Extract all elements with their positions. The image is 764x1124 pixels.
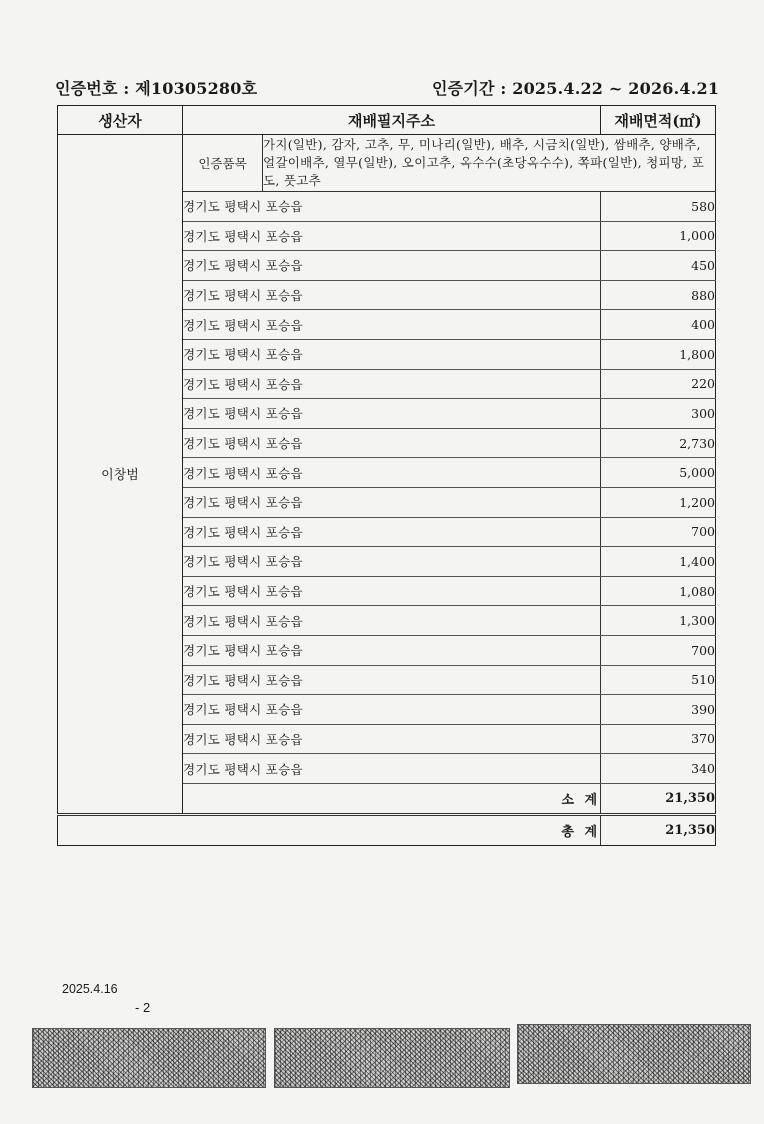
total-value: 21,350 (601, 814, 716, 845)
parcel-area: 1,080 (601, 576, 716, 606)
parcel-address: 경기도 평택시 포승읍 (183, 192, 601, 222)
parcel-area: 880 (601, 280, 716, 310)
parcel-address: 경기도 평택시 포승읍 (183, 369, 601, 399)
security-pattern-seal (274, 1028, 510, 1088)
parcel-address: 경기도 평택시 포승읍 (183, 339, 601, 369)
parcel-address: 경기도 평택시 포승읍 (183, 665, 601, 695)
issue-date: 2025.4.16 (62, 982, 118, 996)
producer-name: 이창범 (58, 135, 183, 815)
parcel-address: 경기도 평택시 포승읍 (183, 458, 601, 488)
area-header: 재배면적(㎡) (601, 106, 716, 135)
parcel-address: 경기도 평택시 포승읍 (183, 280, 601, 310)
parcel-area: 700 (601, 635, 716, 665)
address-header: 재배필지주소 (183, 106, 601, 135)
parcel-area: 5,000 (601, 458, 716, 488)
parcel-area: 1,000 (601, 221, 716, 251)
parcel-area: 370 (601, 724, 716, 754)
parcel-address: 경기도 평택시 포승읍 (183, 428, 601, 458)
total-label: 총 계 (58, 814, 601, 845)
parcel-address: 경기도 평택시 포승읍 (183, 754, 601, 784)
producer-header: 생산자 (58, 106, 183, 135)
page-number: - 2 (135, 1000, 151, 1015)
parcel-address: 경기도 평택시 포승읍 (183, 517, 601, 547)
parcel-area: 700 (601, 517, 716, 547)
parcel-area: 1,800 (601, 339, 716, 369)
subtotal-value: 21,350 (601, 783, 716, 814)
parcel-area: 1,400 (601, 547, 716, 577)
parcel-area: 580 (601, 192, 716, 222)
parcel-address: 경기도 평택시 포승읍 (183, 606, 601, 636)
parcel-address: 경기도 평택시 포승읍 (183, 547, 601, 577)
security-pattern-seal (517, 1024, 751, 1084)
parcel-address: 경기도 평택시 포승읍 (183, 399, 601, 429)
parcel-area: 400 (601, 310, 716, 340)
subtotal-label: 소 계 (183, 783, 601, 814)
parcel-area: 340 (601, 754, 716, 784)
certified-items-label: 인증품목 (183, 135, 263, 192)
parcel-area: 390 (601, 695, 716, 725)
parcel-area: 450 (601, 251, 716, 281)
parcel-area: 510 (601, 665, 716, 695)
parcel-address: 경기도 평택시 포승읍 (183, 635, 601, 665)
parcel-address: 경기도 평택시 포승읍 (183, 310, 601, 340)
certification-number: 인증번호 : 제10305280호 (55, 79, 258, 98)
parcel-area: 220 (601, 369, 716, 399)
parcel-address: 경기도 평택시 포승읍 (183, 221, 601, 251)
security-pattern-seal (32, 1028, 266, 1088)
parcel-address: 경기도 평택시 포승읍 (183, 695, 601, 725)
parcel-address: 경기도 평택시 포승읍 (183, 251, 601, 281)
parcel-area: 2,730 (601, 428, 716, 458)
certified-items-list: 가지(일반), 감자, 고추, 무, 미나리(일반), 배추, 시금치(일반), 쌈배추, 양배추, 얼갈이배추, 열무(일반), 오이고추, 옥수수(초당옥수수), 쪽파(일반), 청피망, 포도, 풋고추 (263, 135, 716, 192)
parcel-area: 300 (601, 399, 716, 429)
parcel-address: 경기도 평택시 포승읍 (183, 724, 601, 754)
certification-period: 인증기간 : 2025.4.22 ~ 2026.4.21 (432, 79, 720, 98)
parcel-area: 1,300 (601, 606, 716, 636)
parcel-address: 경기도 평택시 포승읍 (183, 576, 601, 606)
cultivation-table (57, 105, 716, 846)
parcel-address: 경기도 평택시 포승읍 (183, 487, 601, 517)
parcel-area: 1,200 (601, 487, 716, 517)
total-row (58, 814, 716, 845)
